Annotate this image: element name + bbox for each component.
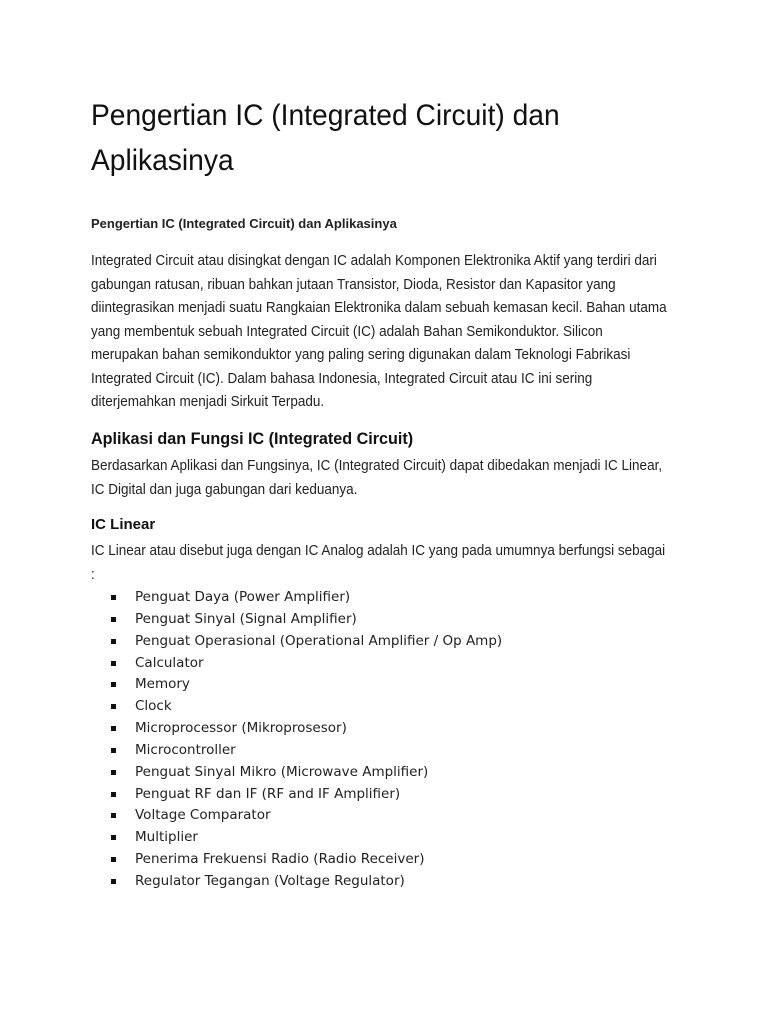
- bullet-icon: [111, 748, 116, 753]
- bullet-icon: [111, 813, 116, 818]
- bullet-icon: [111, 704, 116, 709]
- list-item: [111, 784, 502, 806]
- intro-paragraph: Integrated Circuit atau disingkat dengan IC adalah Komponen Elektronika Aktif yang terdiri dari gabungan ratusan, ribuan bahkan jutaan Transistor, Dioda, Resistor dan Kapasitor yang diintegrasikan menjadi suatu Rangkaian Elektronika dalam sebuah kemasan kecil. Bahan utama yang membentuk sebuah Integrated Circuit (IC) adalah Bahan Semikonduktor. Silicon merupakan bahan semikonduktor yang paling sering digunakan dalam Teknologi Fabrikasi Integrated Circuit (IC). Dalam bahasa Indonesia, Integrated Circuit atau IC ini sering diterjemahkan menjadi Sirkuit Terpadu.: [91, 252, 667, 410]
- list-item: [111, 805, 502, 827]
- list-item: [111, 871, 502, 893]
- document-subtitle: Pengertian IC (Integrated Circuit) dan Aplikasinya: [91, 216, 397, 231]
- list-item: [111, 631, 502, 653]
- list-item: [111, 718, 502, 740]
- list-item: [111, 827, 502, 849]
- section-heading: Aplikasi dan Fungsi IC (Integrated Circuit): [91, 429, 414, 448]
- bullet-icon: [111, 835, 116, 840]
- list-item: [111, 696, 502, 718]
- list-item: [111, 740, 502, 762]
- bullet-icon: [111, 792, 116, 797]
- bullet-icon: [111, 639, 116, 644]
- list-item-text: Regulator Tegangan (Voltage Regulator): [135, 872, 405, 889]
- list-item-text: Clock: [135, 698, 172, 715]
- list-item-text: Microcontroller: [135, 741, 236, 758]
- list-item-text: Calculator: [135, 654, 204, 671]
- list-item-text: Penguat Daya (Power Amplifier): [135, 589, 351, 605]
- subsection-heading: IC Linear: [91, 516, 156, 533]
- list-item: [111, 609, 502, 631]
- bullet-icon: [111, 879, 116, 884]
- bullet-icon: [111, 617, 116, 622]
- bullet-icon: [111, 857, 116, 862]
- list-item: [111, 653, 502, 675]
- list-item: [111, 587, 502, 609]
- list-item-text: Penguat Sinyal Mikro (Microwave Amplifier): [135, 763, 429, 780]
- bullet-icon: [111, 726, 116, 731]
- list-item-text: Penguat Sinyal (Signal Amplifier): [135, 610, 357, 627]
- list-item: [111, 762, 502, 784]
- page-title: Pengertian IC (Integrated Circuit) dan Aplikasinya: [91, 99, 560, 177]
- list-item-text: Penguat Operasional (Operational Amplifier / Op Amp): [135, 632, 503, 649]
- bullet-icon: [111, 682, 116, 687]
- bullet-icon: [111, 595, 116, 600]
- list-item-text: Voltage Comparator: [135, 807, 271, 824]
- list-item-text: Multiplier: [135, 829, 198, 846]
- bullet-icon: [111, 661, 116, 666]
- function-list: [111, 587, 502, 893]
- list-item-text: Memory: [135, 676, 190, 693]
- list-item-text: Microprocessor (Mikroprosesor): [135, 720, 347, 737]
- list-item-text: Penguat RF dan IF (RF and IF Amplifier): [135, 785, 401, 802]
- bullet-icon: [111, 770, 116, 775]
- section-paragraph: Berdasarkan Aplikasi dan Fungsinya, IC (Integrated Circuit) dapat dibedakan menjadi IC Linear, IC Digital dan juga gabungan dari keduanya.: [91, 457, 663, 498]
- list-item-text: Penerima Frekuensi Radio (Radio Receiver): [135, 851, 425, 868]
- list-item: [111, 849, 502, 871]
- subsection-paragraph: IC Linear atau disebut juga dengan IC Analog adalah IC yang pada umumnya berfungsi sebagai :: [91, 542, 666, 583]
- list-item: [111, 674, 502, 696]
